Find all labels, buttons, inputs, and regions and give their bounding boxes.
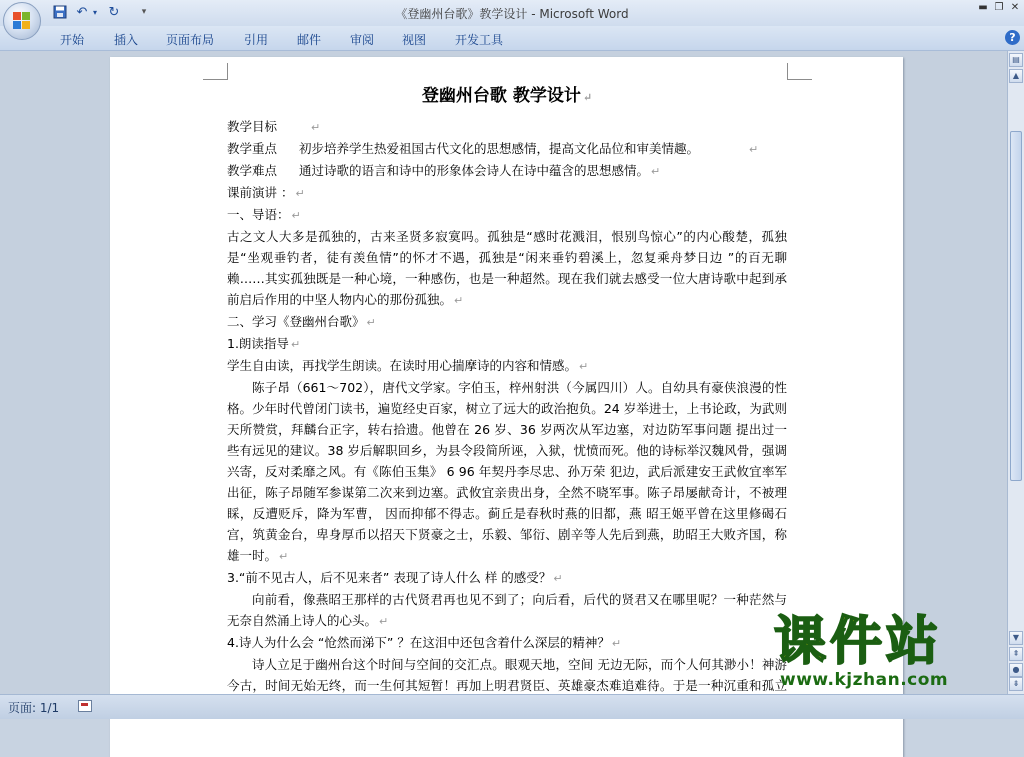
undo-dropdown-icon[interactable]: ▾ [92,7,97,17]
close-icon[interactable]: ✕ [1010,2,1020,13]
reading-heading: 1.朗读指导 ↵ [227,336,301,351]
undo-icon[interactable]: ↶ [76,4,88,20]
margin-corner-right [787,63,812,80]
scroll-thumb[interactable] [1010,131,1022,481]
restore-icon[interactable]: ❐ [994,2,1004,13]
tab-page-layout[interactable]: 页面布局 [166,33,215,47]
answer-3: 向前看，像燕昭王那样的古代贤君再也见不到了；向后看，后代的贤君又在哪里呢？一种茫然与无奈自然涌上诗人的心头。 ↵ [227,592,787,628]
title-bar [0,0,1024,26]
study-heading: 二、学习《登幽州台歌》 ↵ [227,314,376,329]
proofing-status-icon[interactable] [78,700,92,712]
answer-4: 诗人立足于幽州台这个时间与空间的交汇点。眼观天地，空间 无边无际，而个人何其渺小！神游今古，时间无始无终，而一生何其短暂！再加上明君贤臣、英雄豪杰难追难待。于是一种沉重和孤立 [227,657,787,693]
previous-page-icon[interactable]: ⇞ [1009,647,1023,661]
tab-mailings[interactable]: 邮件 [297,33,322,47]
tab-insert[interactable]: 插入 [114,33,139,47]
status-bar [0,694,1024,719]
tab-home[interactable]: 开始 [60,33,85,47]
repeat-icon[interactable]: ↻ [108,4,120,20]
ruler-toggle-icon[interactable]: ▤ [1009,53,1023,67]
minimize-icon[interactable]: ▬ [978,2,988,13]
intro-paragraph: 古之文人大多是孤独的，古来圣贤多寂寞吗。孤独是“感时花溅泪，恨别鸟惊心”的内心酸楚，孤独是“坐观垂钓者，徒有羡鱼情”的怀才不遇，孤独是“闲来垂钓碧溪上，忽复乘舟梦日边 ”的百无聊赖……其实孤独既是一种心境，一种感伤，也是一种超然。现在我们就去感受一位大唐诗歌中起到承前启后作用的中坚人物内心的那份孤独。 ↵ [227,229,787,307]
difficulty-line: 教学难点 通过诗歌的语言和诗中的形象体会诗人在诗中蕴含的思想感情。 ↵ [227,163,661,178]
office-button[interactable] [3,2,41,40]
help-icon[interactable]: ? [1005,30,1020,45]
select-browse-object-icon[interactable]: ● [1009,663,1023,677]
window-title: 《登幽州台歌》教学设计 - Microsoft Word [395,7,629,21]
tab-view[interactable]: 视图 [402,33,427,47]
page-count[interactable]: 页面: 1/1 [8,701,60,715]
intro-heading: 一、导语： ↵ [227,207,301,222]
watermark [770,612,1010,694]
question-3: 3.“前不见古人，后不见来者” 表现了诗人什么 样 的感受？ ↵ [227,570,563,585]
document-title: 登幽州台歌 教学设计 ↵ [421,86,593,106]
document-body[interactable] [227,85,787,717]
key-line: 教学重点 初步培养学生热爱祖国古代文化的思想感情，提高文化品位和审美情趣。 ↵ [227,141,759,156]
document-workspace [0,51,1007,694]
tab-developer[interactable]: 开发工具 [455,33,504,47]
tab-review[interactable]: 审阅 [350,33,375,47]
watermark-title: 课件站 [774,612,943,672]
next-page-icon[interactable]: ⇟ [1009,677,1023,691]
biography-paragraph: 陈子昂（661～702），唐代文学家。字伯玉，梓州射洪（今属四川）人。自幼具有豪侠浪漫的性格。少年时代曾闭门读书，遍览经史百家，树立了远大的政治抱负。24 岁举进士，上书论政，为武则天所赞赏，拜麟台正字，转右拾遗。他曾在 26 岁、36 岁两次从军边塞，对边防军事问题 提出过一些有远见的建议。38 岁后解职回乡，为县令段简所诬，入狱，忧愤而死。他的诗标举汉魏风骨，强调兴寄，反对柔靡之风。有《陈伯玉集》 6 96 年契丹李尽忠、孙万荣 犯边，武后派建安王武攸宜率军出征，陈子昂随军参谋第二次来到边塞。武攸宜亲贵出身，全然不晓军事。陈子昂屡献奇计，不被理睬，反遭贬斥，降为军曹， 因而抑郁不得志。蓟丘是春秋时燕的旧都，燕 昭王姬平曾在这里修碣石宫，筑黄金台，卑身厚币以招天下贤豪之士，乐毅、邹衍、剧辛等人先后到燕，助昭王大败齐国，称雄一时。 ↵ [227,380,787,563]
scroll-up-icon[interactable]: ▲ [1009,69,1023,83]
reading-paragraph: 学生自由读，再找学生朗读。在读时用心揣摩诗的内容和情感。 ↵ [227,358,589,373]
prelude-line: 课前演讲 ： ↵ [227,185,305,200]
watermark-url: www.kjzhan.com [780,670,949,690]
goal-line: 教学目标 ↵ [227,119,321,134]
ribbon-tabs [0,26,1024,51]
scroll-down-icon[interactable]: ▼ [1009,631,1023,645]
vertical-scrollbar[interactable] [1007,51,1024,694]
tab-references[interactable]: 引用 [244,33,269,47]
margin-corner-left [203,63,228,80]
office-logo-icon [13,12,31,30]
customize-qat-icon[interactable]: ▾ [141,7,147,17]
question-4: 4.诗人为什么会 “怆然而涕下” ？在这泪中还包含着什么深层的精神？ ↵ [227,635,622,650]
